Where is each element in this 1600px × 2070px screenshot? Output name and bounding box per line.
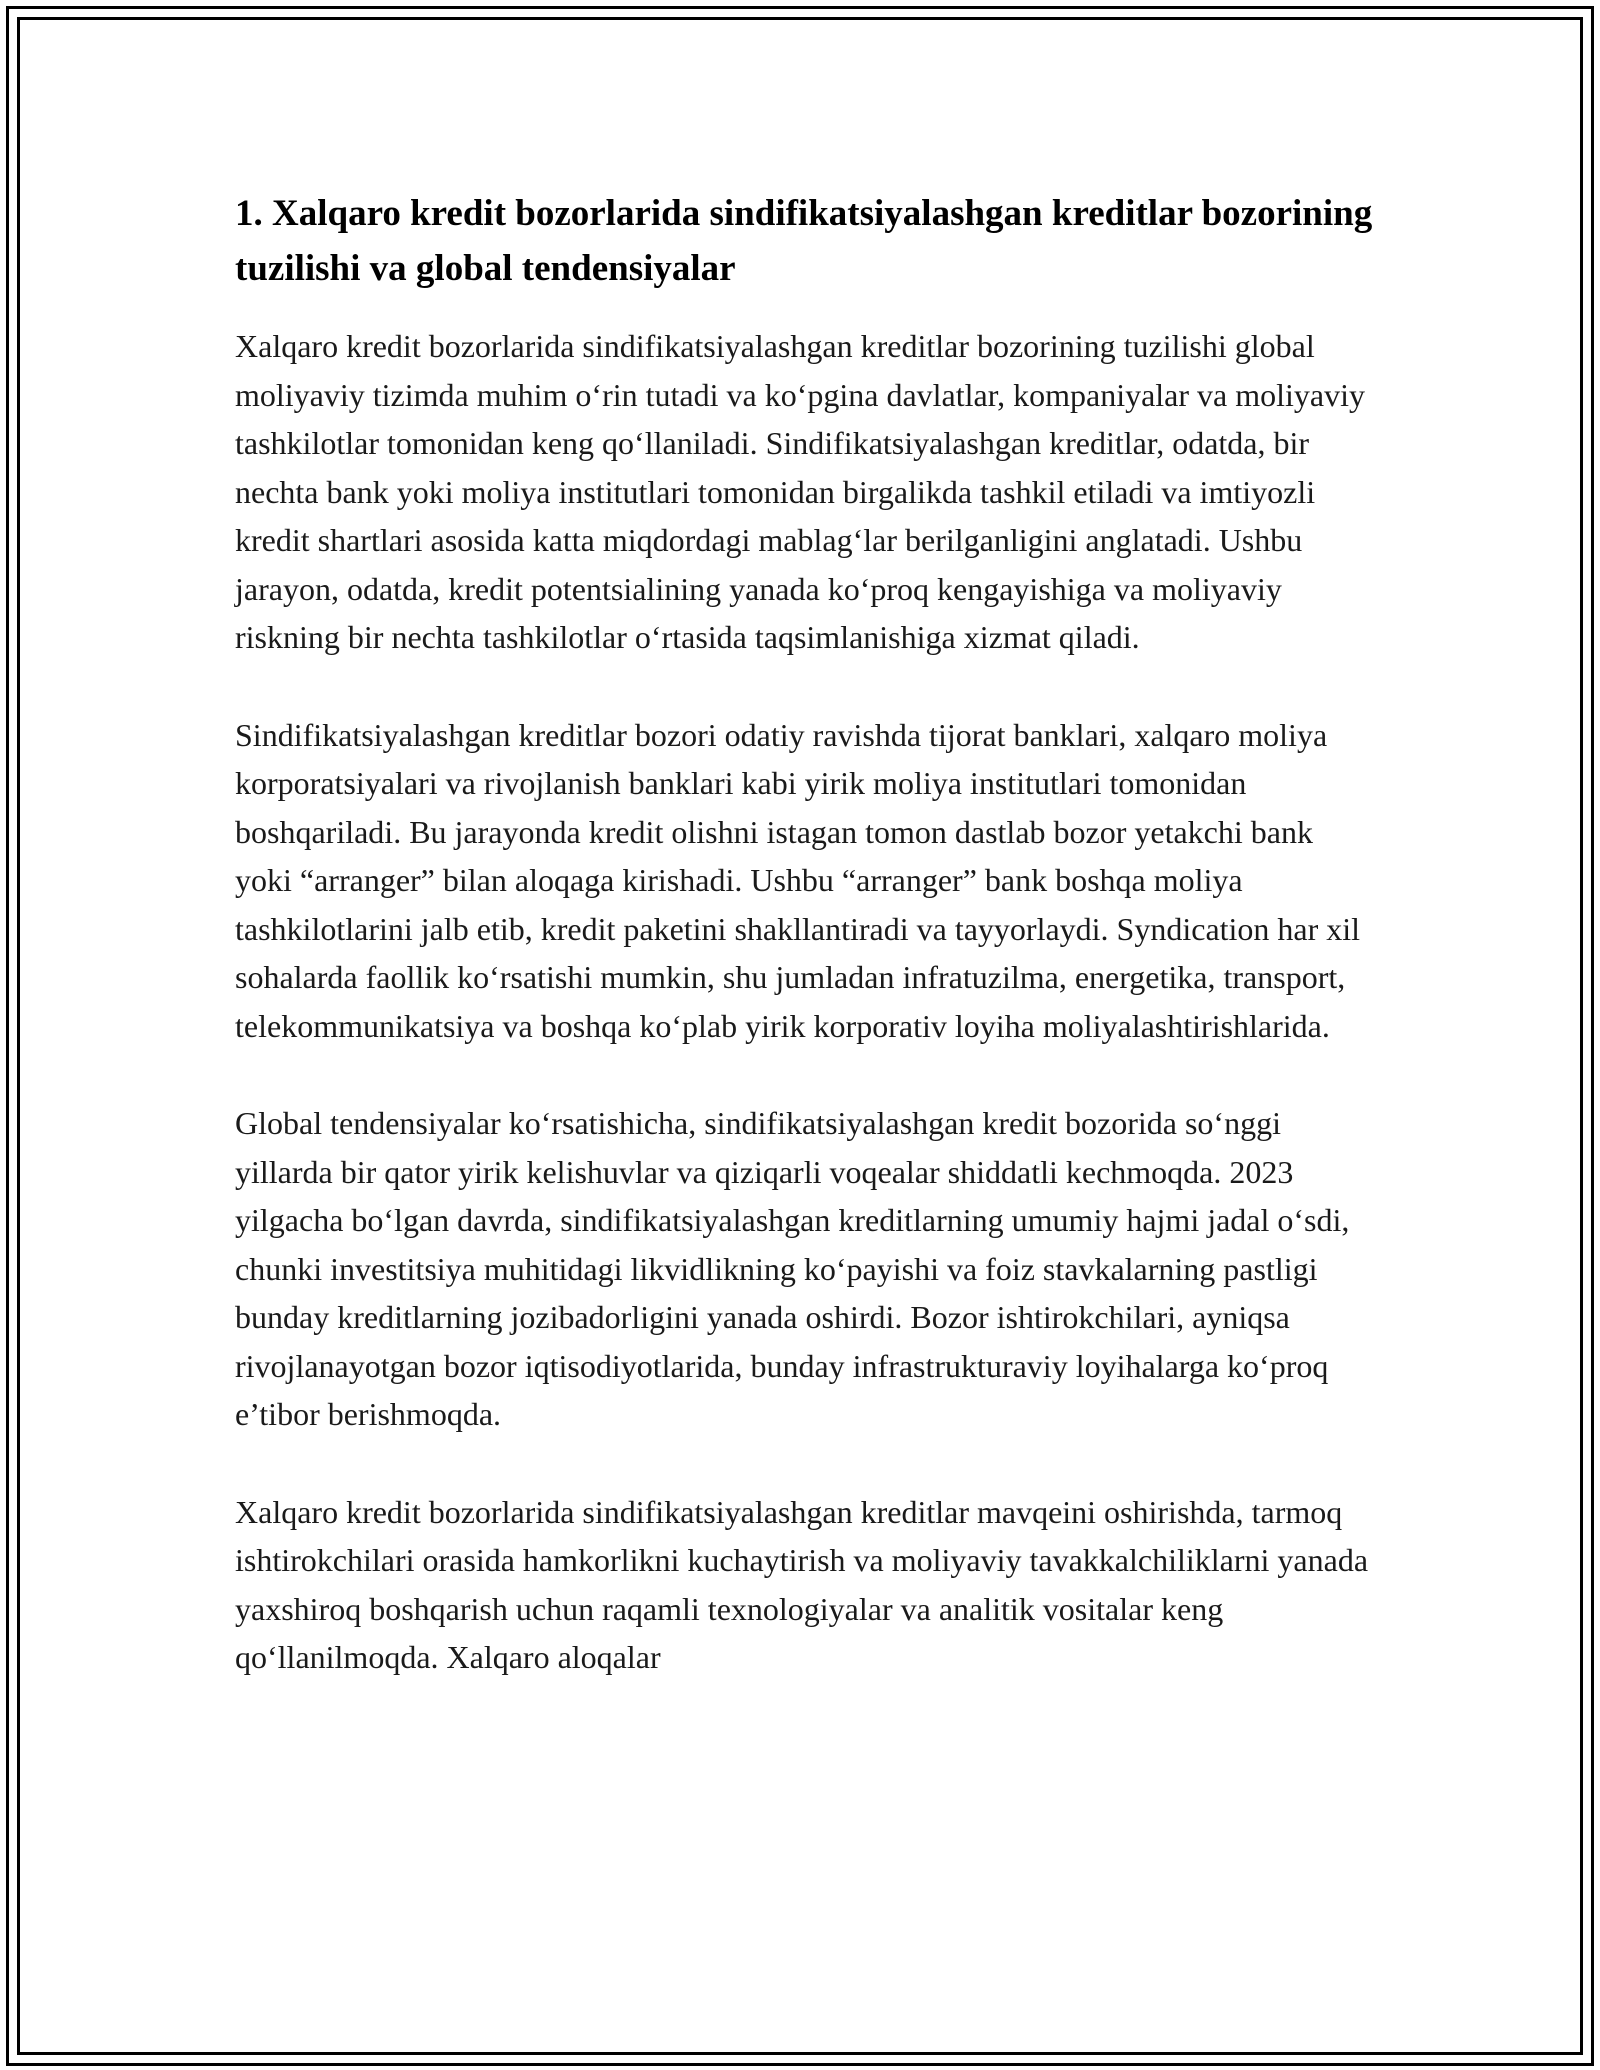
paragraph-2: Sindifikatsiyalashgan kreditlar bozori odatiy ravishda tijorat banklari, xalqaro moliya korporatsiyalari va rivojlanish banklari kabi yirik moliya institutlari tomonidan boshqariladi. Bu jarayonda kredit olishni istagan tomon dastlab bozor yetakchi bank yoki “arranger” bilan aloqaga kirishadi. Ushbu “arranger” bank boshqa moliya tashkilotlarini jalb etib, kredit paketini shakllantiradi va tayyorlaydi. Syndication har xil sohalarda faollik koʻrsatishi mumkin, shu jumladan infratuzilma, energetika, transport, telekommunikatsiya va boshqa koʻplab yirik korporativ loyiha moliyalashtirishlarida.: [235, 716, 1361, 1044]
paragraph-4: Xalqaro kredit bozorlarida sindifikatsiyalashgan kreditlar mavqeini oshirishda, tarmoq ishtirokchilari orasida hamkorlikni kuchaytirish va moliyaviy tavakkalchiliklarni yanada yaxshiroq boshqarish uchun raqamli texnologiyalar va analitik vositalar keng qoʻllanilmoqda. Xalqaro aloqalar: [235, 1493, 1369, 1675]
section-heading: 1. Xalqaro kredit bozorlarida sindifikatsiyalashgan kreditlar bozorining tuzilishi va global tendensiyalar: [235, 193, 1373, 289]
paragraph-3: Global tendensiyalar koʻrsatishicha, sindifikatsiyalashgan kredit bozorida soʻnggi yillarda bir qator yirik kelishuvlar va qiziqarli voqealar shiddatli kechmoqda. 2023 yilgacha boʻlgan davrda, sindifikatsiyalashgan kreditlarning umumiy hajmi jadal oʻsdi, chunki investitsiya muhitidagi likvidlikning koʻpayishi va foiz stavkalarning pastligi bunday kreditlarning jozibadorligini yanada oshirdi. Bozor ishtirokchilari, ayniqsa rivojlanayotgan bozor iqtisodiyotlarida, bunday infrastrukturaviy loyihalarga koʻproq e’tibor berishmoqda.: [235, 1105, 1350, 1432]
paragraph-1: Xalqaro kredit bozorlarida sindifikatsiyalashgan kreditlar bozorining tuzilishi global moliyaviy tizimda muhim oʻrin tutadi va koʻpgina davlatlar, kompaniyalar va moliyaviy tashkilotlar tomonidan keng qoʻllaniladi. Sindifikatsiyalashgan kreditlar, odatda, bir nechta bank yoki moliya institutlari tomonidan birgalikda tashkil etiladi va imtiyozli kredit shartlari asosida katta miqdordagi mablagʻlar berilganligini anglatadi. Ushbu jarayon, odatda, kredit potentsialining yanada koʻproq kengayishiga va moliyaviy riskning bir nechta tashkilotlar oʻrtasida taqsimlanishiga xizmat qiladi.: [235, 328, 1365, 655]
document-body: [235, 186, 1375, 1731]
